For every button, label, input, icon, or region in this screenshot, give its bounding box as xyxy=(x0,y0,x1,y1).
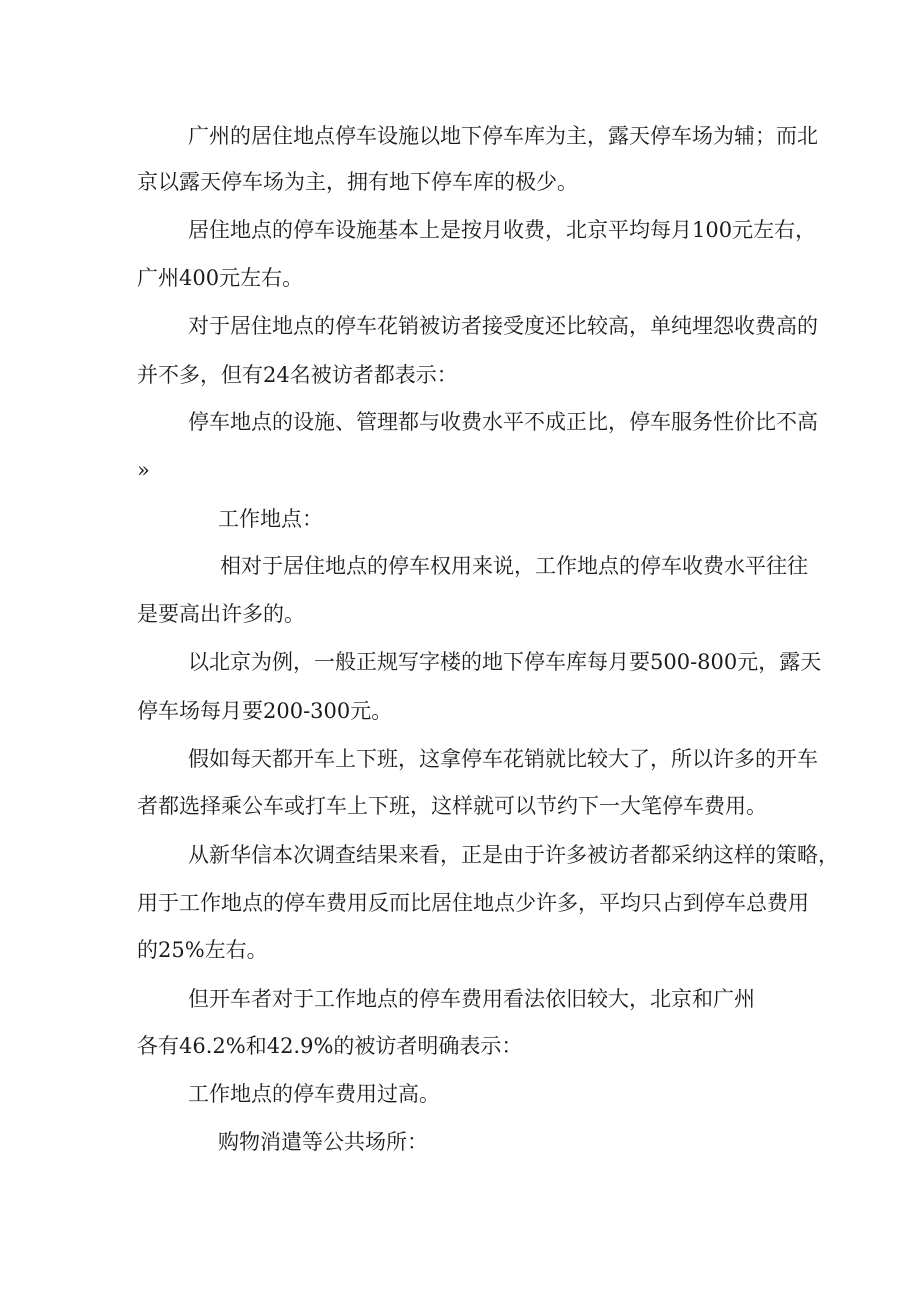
text-line: 停车地点的设施、管理都与收费水平不成正比，停车服务性价比不高 xyxy=(188,410,818,434)
text-line: 用于工作地点的停车费用反而比居住地点少许多，平均只占到停车总费用 xyxy=(137,891,809,915)
text-line: » xyxy=(137,458,150,482)
text-line: 对于居住地点的停车花销被访者接受度还比较高，单纯埋怨收费高的 xyxy=(188,314,818,338)
text-line: 广州400元左右。 xyxy=(137,266,304,290)
text-line: 并不多，但有24名被访者都表示： xyxy=(137,363,458,387)
text-line: 假如每天都开车上下班，这拿停车花销就比较大了，所以许多的开车 xyxy=(188,747,818,771)
text-line: 从新华信本次调查结果来看，正是由于许多被访者都采纳这样的策略， xyxy=(188,843,839,867)
text-line: 者都选择乘公车或打车上下班，这样就可以节约下一大笔停车费用。 xyxy=(137,794,767,818)
text-line: 停车场每月要200-300元。 xyxy=(137,699,393,723)
text-line: 但开车者对于工作地点的停车费用看法依旧较大，北京和广州 xyxy=(188,987,755,1011)
text-line: 居住地点的停车设施基本上是按月收费，北京平均每月100元左右， xyxy=(188,218,817,242)
text-line: 相对于居住地点的停车权用来说，工作地点的停车收费水平往往 xyxy=(220,554,808,578)
text-line: 的25%左右。 xyxy=(137,938,268,962)
text-line: 是要高出许多的。 xyxy=(137,602,305,626)
section-heading: 购物消遣等公共场所： xyxy=(218,1130,428,1154)
text-line: 广州的居住地点停车设施以地下停车库为主，露天停车场为辅；而北 xyxy=(188,124,818,148)
section-heading: 工作地点： xyxy=(218,507,323,531)
text-line: 以北京为例，一般正规写字楼的地下停车库每月要500-800元，露天 xyxy=(188,650,822,674)
text-line: 各有46.2%和42.9%的被访者明确表示： xyxy=(137,1034,523,1058)
text-line: 工作地点的停车费用过高。 xyxy=(188,1082,440,1106)
text-line: 京以露天停车场为主，拥有地下停车库的极少。 xyxy=(137,170,578,194)
